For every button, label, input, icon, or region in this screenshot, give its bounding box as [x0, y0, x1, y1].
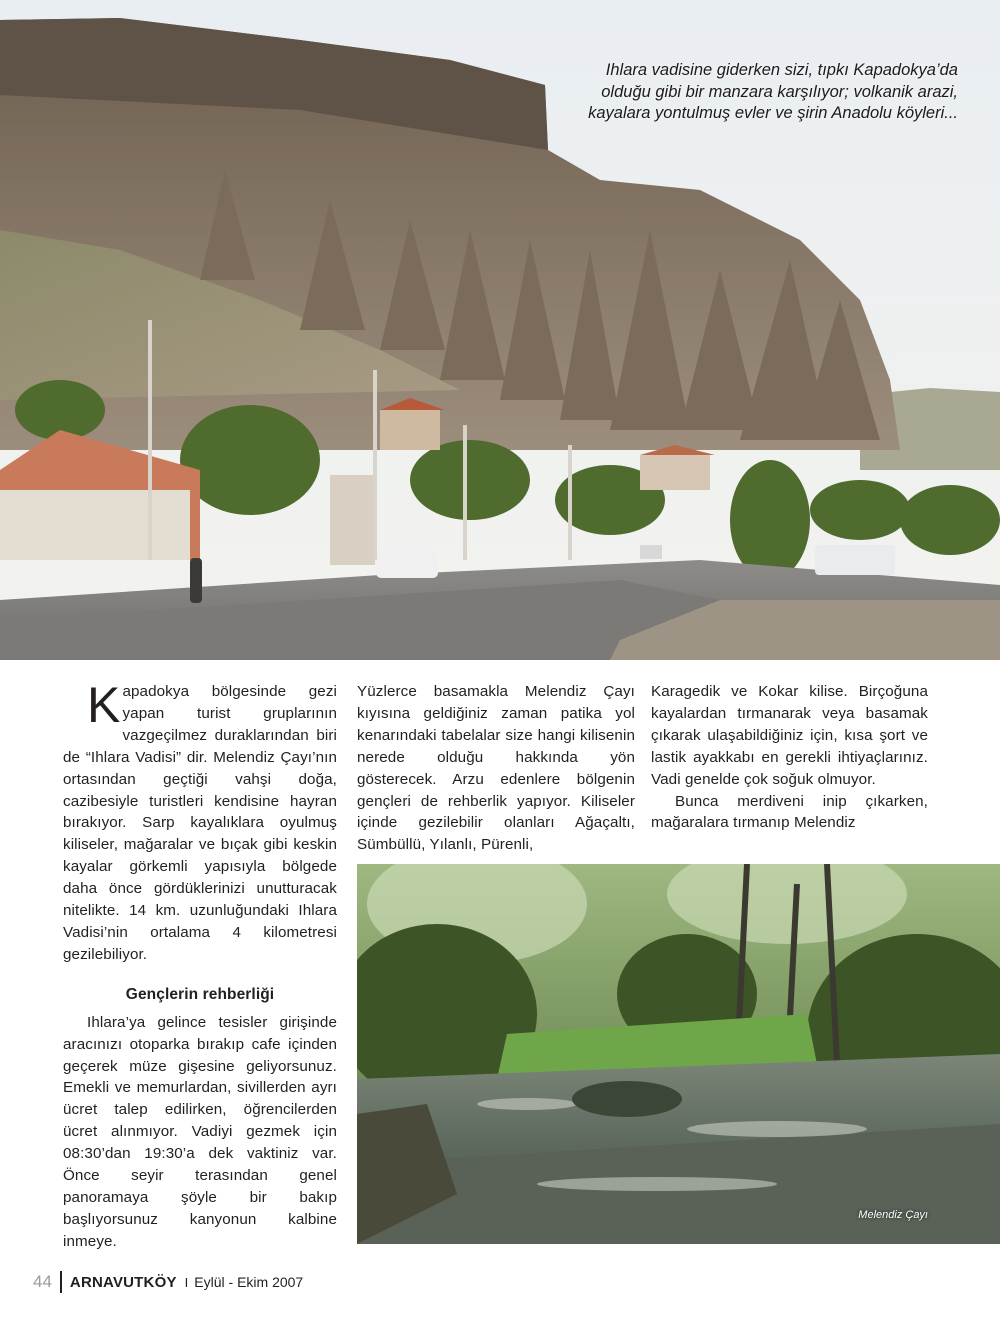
article-column-2	[357, 681, 635, 856]
section-paragraph: Ihlara’ya gelince tesisler girişinde aracınızı otoparka bırakıp cafe içinden geçerek müze gişesine geliyorsunuz. Emekli ve memurlardan, sivillerden ayrı ücret talep edilirken, öğrencilerden ücret alınmıyor. Vadiyi gezmek için 08:30’dan 19:30’a dek vaktiniz var. Önce seyir terasından genel panoramaya şöyle bir bakıp başlıyorsunuz kanyonun kalbine inmeye.	[63, 1013, 337, 1250]
intro-text: apadokya bölgesinde gezi yapan turist gruplarının vazgeçilmez duraklarından biri de “Ihlara Vadisi” dir. Melendiz Çayı’nın ortasından geçtiği vahşi doğa, cazibesiyle turistleri kendisine hayran bırakıyor. Sarp kayalıklara oyulmuş kiliseler, mağaralar ve bıçak gibi keskin kayalar görkemli yapısıyla bölgede daha önce gördüklerinizi unutturacak nitelikte. 14 km. uzunluğundaki Ihlara Vadisi’nin ortalama 4 kilometresi gezilebiliyor.	[63, 683, 337, 963]
section-subheading: Gençlerin rehberliği	[125, 985, 275, 1003]
melendiz-river-image	[357, 864, 1000, 1244]
page-number: 44	[33, 1272, 52, 1291]
article-column-3	[651, 681, 928, 834]
footer-separator: I	[184, 1274, 189, 1290]
page-footer	[33, 1271, 303, 1293]
magazine-title: ARNAVUTKÖY	[69, 1273, 177, 1291]
article-column-1	[63, 677, 337, 1253]
issue-date: Eylül - Ekim 2007	[194, 1274, 304, 1290]
column3-paragraph-2: Bunca merdiveni inip çıkarken, mağaralara tırmanıp Melendiz	[651, 792, 928, 832]
intro-paragraph	[63, 677, 337, 966]
river-photo-caption: Melendiz Çayı	[858, 1209, 928, 1221]
river-photo	[357, 864, 1000, 1244]
column2-paragraph: Yüzlerce basamakla Melendiz Çayı kıyısına geldiğiniz zaman patika yol kenarındaki tabelalar size hangi kilisenin nerede olduğu hakkında yön gösterecek. Arzu edenlere bölgenin gençleri de rehberlik yapıyor. Kiliseler içinde gezilebilir olanları Ağaçaltı, Sümbüllü, Yılanlı, Pürenli,	[357, 683, 635, 854]
footer-divider	[60, 1271, 62, 1293]
drop-cap: K	[87, 677, 121, 733]
hero-photo-caption: Ihlara vadisine giderken sizi, tıpkı Kapadokya’da olduğu gibi bir manzara karşılıyor; volkanik arazi, kayalara yontulmuş evler ve şirin Anadolu köyleri...	[588, 61, 958, 122]
column3-paragraph-1: Karagedik ve Kokar kilise. Birçoğuna kayalardan tırmanarak veya basamak çıkarak ulaşabildiğiniz için, kısa şort ve lastik ayakkabı en gerekli ihtiyaçlarınız. Vadi genelde çok soğuk olmuyor.	[651, 683, 928, 788]
